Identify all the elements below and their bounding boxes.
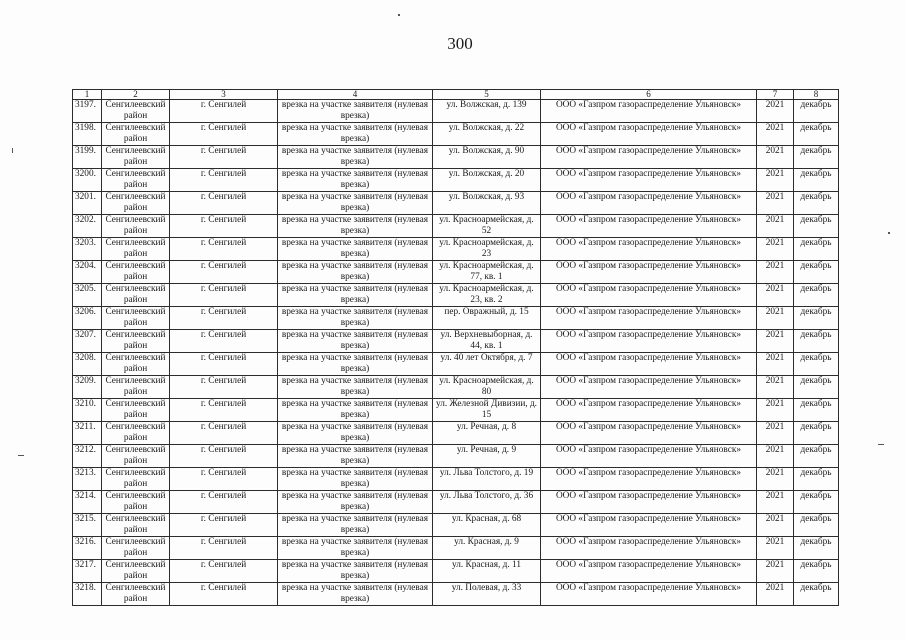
district-cell: Сенгилеевский район (102, 560, 170, 583)
month-cell: декабрь (794, 445, 839, 468)
table-body (73, 100, 839, 606)
table-row (73, 192, 839, 215)
year-cell: 2021 (757, 491, 794, 514)
organization-cell: ООО «Газпром газораспределение Ульяновск» (541, 100, 757, 123)
work-type-cell: врезка на участке заявителя (нулевая врезка) (278, 583, 433, 606)
organization-cell: ООО «Газпром газораспределение Ульяновск» (541, 445, 757, 468)
column-header: 5 (433, 90, 541, 100)
month-cell: декабрь (794, 353, 839, 376)
district-cell: Сенгилеевский район (102, 422, 170, 445)
month-cell: декабрь (794, 376, 839, 399)
district-cell: Сенгилеевский район (102, 514, 170, 537)
month-cell: декабрь (794, 514, 839, 537)
organization-cell: ООО «Газпром газораспределение Ульяновск» (541, 422, 757, 445)
year-cell: 2021 (757, 399, 794, 422)
address-cell: пер. Овражный, д. 15 (433, 307, 541, 330)
organization-cell: ООО «Газпром газораспределение Ульяновск» (541, 514, 757, 537)
row-number: 3214. (73, 491, 102, 514)
address-cell: ул. Красноармейская, д. 80 (433, 376, 541, 399)
table-row (73, 353, 839, 376)
work-type-cell: врезка на участке заявителя (нулевая врезка) (278, 399, 433, 422)
year-cell: 2021 (757, 376, 794, 399)
organization-cell: ООО «Газпром газораспределение Ульяновск» (541, 284, 757, 307)
work-type-cell: врезка на участке заявителя (нулевая врезка) (278, 100, 433, 123)
row-number: 3216. (73, 537, 102, 560)
locality-cell: г. Сенгилей (170, 192, 278, 215)
table-row (73, 330, 839, 353)
table-row (73, 399, 839, 422)
table-row (73, 376, 839, 399)
organization-cell: ООО «Газпром газораспределение Ульяновск» (541, 330, 757, 353)
organization-cell: ООО «Газпром газораспределение Ульяновск» (541, 192, 757, 215)
year-cell: 2021 (757, 468, 794, 491)
year-cell: 2021 (757, 422, 794, 445)
organization-cell: ООО «Газпром газораспределение Ульяновск» (541, 123, 757, 146)
locality-cell: г. Сенгилей (170, 491, 278, 514)
address-cell: ул. Красная, д. 68 (433, 514, 541, 537)
district-cell: Сенгилеевский район (102, 215, 170, 238)
address-cell: ул. 40 лет Октября, д. 7 (433, 353, 541, 376)
year-cell: 2021 (757, 169, 794, 192)
address-cell: ул. Красноармейская, д. 52 (433, 215, 541, 238)
address-cell: ул. Красноармейская, д. 23, кв. 2 (433, 284, 541, 307)
year-cell: 2021 (757, 100, 794, 123)
district-cell: Сенгилеевский район (102, 284, 170, 307)
locality-cell: г. Сенгилей (170, 514, 278, 537)
table-row (73, 100, 839, 123)
row-number: 3215. (73, 514, 102, 537)
work-type-cell: врезка на участке заявителя (нулевая врезка) (278, 560, 433, 583)
work-type-cell: врезка на участке заявителя (нулевая врезка) (278, 376, 433, 399)
month-cell: декабрь (794, 399, 839, 422)
year-cell: 2021 (757, 583, 794, 606)
locality-cell: г. Сенгилей (170, 468, 278, 491)
scan-speck (878, 444, 884, 445)
month-cell: декабрь (794, 192, 839, 215)
district-cell: Сенгилеевский район (102, 192, 170, 215)
month-cell: декабрь (794, 583, 839, 606)
district-cell: Сенгилеевский район (102, 169, 170, 192)
year-cell: 2021 (757, 215, 794, 238)
scan-speck (398, 14, 400, 16)
row-number: 3198. (73, 123, 102, 146)
column-header: 1 (73, 90, 102, 100)
row-number: 3200. (73, 169, 102, 192)
organization-cell: ООО «Газпром газораспределение Ульяновск» (541, 238, 757, 261)
district-cell: Сенгилеевский район (102, 537, 170, 560)
organization-cell: ООО «Газпром газораспределение Ульяновск» (541, 307, 757, 330)
locality-cell: г. Сенгилей (170, 215, 278, 238)
month-cell: декабрь (794, 468, 839, 491)
organization-cell: ООО «Газпром газораспределение Ульяновск» (541, 560, 757, 583)
address-cell: ул. Красноармейская, д. 23 (433, 238, 541, 261)
work-type-cell: врезка на участке заявителя (нулевая врезка) (278, 307, 433, 330)
address-cell: ул. Волжская, д. 20 (433, 169, 541, 192)
table-row (73, 583, 839, 606)
work-type-cell: врезка на участке заявителя (нулевая врезка) (278, 192, 433, 215)
locality-cell: г. Сенгилей (170, 238, 278, 261)
year-cell: 2021 (757, 353, 794, 376)
district-cell: Сенгилеевский район (102, 100, 170, 123)
address-cell: ул. Красная, д. 9 (433, 537, 541, 560)
month-cell: декабрь (794, 146, 839, 169)
year-cell: 2021 (757, 192, 794, 215)
row-number: 3204. (73, 261, 102, 284)
table-row (73, 169, 839, 192)
row-number: 3209. (73, 376, 102, 399)
district-cell: Сенгилеевский район (102, 376, 170, 399)
work-type-cell: врезка на участке заявителя (нулевая врезка) (278, 491, 433, 514)
row-number: 3217. (73, 560, 102, 583)
district-cell: Сенгилеевский район (102, 261, 170, 284)
scan-speck (888, 232, 890, 234)
scan-speck (12, 148, 13, 153)
organization-cell: ООО «Газпром газораспределение Ульяновск» (541, 468, 757, 491)
address-cell: ул. Льва Толстого, д. 19 (433, 468, 541, 491)
month-cell: декабрь (794, 284, 839, 307)
district-cell: Сенгилеевский район (102, 330, 170, 353)
locality-cell: г. Сенгилей (170, 169, 278, 192)
row-number: 3211. (73, 422, 102, 445)
month-cell: декабрь (794, 238, 839, 261)
work-type-cell: врезка на участке заявителя (нулевая врезка) (278, 445, 433, 468)
locality-cell: г. Сенгилей (170, 123, 278, 146)
locality-cell: г. Сенгилей (170, 100, 278, 123)
locality-cell: г. Сенгилей (170, 146, 278, 169)
district-cell: Сенгилеевский район (102, 353, 170, 376)
month-cell: декабрь (794, 491, 839, 514)
month-cell: декабрь (794, 560, 839, 583)
year-cell: 2021 (757, 560, 794, 583)
column-header: 4 (278, 90, 433, 100)
work-type-cell: врезка на участке заявителя (нулевая врезка) (278, 238, 433, 261)
year-cell: 2021 (757, 307, 794, 330)
table-row (73, 514, 839, 537)
row-number: 3212. (73, 445, 102, 468)
page-number: 300 (447, 34, 473, 53)
month-cell: декабрь (794, 261, 839, 284)
address-cell: ул. Речная, д. 9 (433, 445, 541, 468)
district-cell: Сенгилеевский район (102, 238, 170, 261)
data-table (72, 89, 839, 606)
table-row (73, 491, 839, 514)
district-cell: Сенгилеевский район (102, 123, 170, 146)
locality-cell: г. Сенгилей (170, 583, 278, 606)
table-row (73, 261, 839, 284)
address-cell: ул. Льва Толстого, д. 36 (433, 491, 541, 514)
row-number: 3205. (73, 284, 102, 307)
address-cell: ул. Верхневыборная, д. 44, кв. 1 (433, 330, 541, 353)
table-row (73, 468, 839, 491)
year-cell: 2021 (757, 445, 794, 468)
table-row (73, 537, 839, 560)
address-cell: ул. Волжская, д. 22 (433, 123, 541, 146)
table-header-row (73, 90, 839, 100)
organization-cell: ООО «Газпром газораспределение Ульяновск» (541, 399, 757, 422)
work-type-cell: врезка на участке заявителя (нулевая врезка) (278, 215, 433, 238)
organization-cell: ООО «Газпром газораспределение Ульяновск» (541, 215, 757, 238)
work-type-cell: врезка на участке заявителя (нулевая врезка) (278, 123, 433, 146)
year-cell: 2021 (757, 537, 794, 560)
month-cell: декабрь (794, 422, 839, 445)
organization-cell: ООО «Газпром газораспределение Ульяновск» (541, 261, 757, 284)
row-number: 3210. (73, 399, 102, 422)
column-header: 8 (794, 90, 839, 100)
year-cell: 2021 (757, 514, 794, 537)
month-cell: декабрь (794, 215, 839, 238)
locality-cell: г. Сенгилей (170, 537, 278, 560)
address-cell: ул. Полевая, д. 33 (433, 583, 541, 606)
row-number: 3208. (73, 353, 102, 376)
table-row (73, 215, 839, 238)
district-cell: Сенгилеевский район (102, 445, 170, 468)
month-cell: декабрь (794, 100, 839, 123)
table-row (73, 238, 839, 261)
address-cell: ул. Волжская, д. 93 (433, 192, 541, 215)
work-type-cell: врезка на участке заявителя (нулевая врезка) (278, 514, 433, 537)
locality-cell: г. Сенгилей (170, 376, 278, 399)
locality-cell: г. Сенгилей (170, 284, 278, 307)
work-type-cell: врезка на участке заявителя (нулевая врезка) (278, 353, 433, 376)
work-type-cell: врезка на участке заявителя (нулевая врезка) (278, 169, 433, 192)
organization-cell: ООО «Газпром газораспределение Ульяновск» (541, 169, 757, 192)
row-number: 3218. (73, 583, 102, 606)
district-cell: Сенгилеевский район (102, 583, 170, 606)
year-cell: 2021 (757, 284, 794, 307)
row-number: 3201. (73, 192, 102, 215)
address-cell: ул. Красная, д. 11 (433, 560, 541, 583)
district-cell: Сенгилеевский район (102, 307, 170, 330)
address-cell: ул. Волжская, д. 90 (433, 146, 541, 169)
column-header: 7 (757, 90, 794, 100)
table-row (73, 445, 839, 468)
year-cell: 2021 (757, 330, 794, 353)
row-number: 3197. (73, 100, 102, 123)
month-cell: декабрь (794, 169, 839, 192)
work-type-cell: врезка на участке заявителя (нулевая врезка) (278, 284, 433, 307)
district-cell: Сенгилеевский район (102, 491, 170, 514)
address-cell: ул. Волжская, д. 139 (433, 100, 541, 123)
row-number: 3202. (73, 215, 102, 238)
table-row (73, 123, 839, 146)
organization-cell: ООО «Газпром газораспределение Ульяновск» (541, 353, 757, 376)
table-row (73, 284, 839, 307)
locality-cell: г. Сенгилей (170, 353, 278, 376)
table-row (73, 560, 839, 583)
organization-cell: ООО «Газпром газораспределение Ульяновск» (541, 537, 757, 560)
column-header: 6 (541, 90, 757, 100)
column-header: 3 (170, 90, 278, 100)
row-number: 3213. (73, 468, 102, 491)
organization-cell: ООО «Газпром газораспределение Ульяновск» (541, 376, 757, 399)
locality-cell: г. Сенгилей (170, 330, 278, 353)
year-cell: 2021 (757, 123, 794, 146)
year-cell: 2021 (757, 261, 794, 284)
table-row (73, 307, 839, 330)
locality-cell: г. Сенгилей (170, 560, 278, 583)
organization-cell: ООО «Газпром газораспределение Ульяновск» (541, 583, 757, 606)
month-cell: декабрь (794, 307, 839, 330)
locality-cell: г. Сенгилей (170, 261, 278, 284)
work-type-cell: врезка на участке заявителя (нулевая врезка) (278, 468, 433, 491)
month-cell: декабрь (794, 330, 839, 353)
month-cell: декабрь (794, 123, 839, 146)
work-type-cell: врезка на участке заявителя (нулевая врезка) (278, 537, 433, 560)
address-cell: ул. Речная, д. 8 (433, 422, 541, 445)
locality-cell: г. Сенгилей (170, 422, 278, 445)
locality-cell: г. Сенгилей (170, 399, 278, 422)
locality-cell: г. Сенгилей (170, 307, 278, 330)
year-cell: 2021 (757, 238, 794, 261)
work-type-cell: врезка на участке заявителя (нулевая врезка) (278, 261, 433, 284)
district-cell: Сенгилеевский район (102, 468, 170, 491)
organization-cell: ООО «Газпром газораспределение Ульяновск» (541, 146, 757, 169)
address-cell: ул. Железной Дивизии, д. 15 (433, 399, 541, 422)
row-number: 3207. (73, 330, 102, 353)
row-number: 3206. (73, 307, 102, 330)
month-cell: декабрь (794, 537, 839, 560)
column-header: 2 (102, 90, 170, 100)
locality-cell: г. Сенгилей (170, 445, 278, 468)
row-number: 3199. (73, 146, 102, 169)
scan-speck (18, 455, 24, 456)
district-cell: Сенгилеевский район (102, 146, 170, 169)
row-number: 3203. (73, 238, 102, 261)
table-row (73, 422, 839, 445)
district-cell: Сенгилеевский район (102, 399, 170, 422)
table-row (73, 146, 839, 169)
work-type-cell: врезка на участке заявителя (нулевая врезка) (278, 146, 433, 169)
work-type-cell: врезка на участке заявителя (нулевая врезка) (278, 330, 433, 353)
work-type-cell: врезка на участке заявителя (нулевая врезка) (278, 422, 433, 445)
organization-cell: ООО «Газпром газораспределение Ульяновск» (541, 491, 757, 514)
address-cell: ул. Красноармейская, д. 77, кв. 1 (433, 261, 541, 284)
year-cell: 2021 (757, 146, 794, 169)
